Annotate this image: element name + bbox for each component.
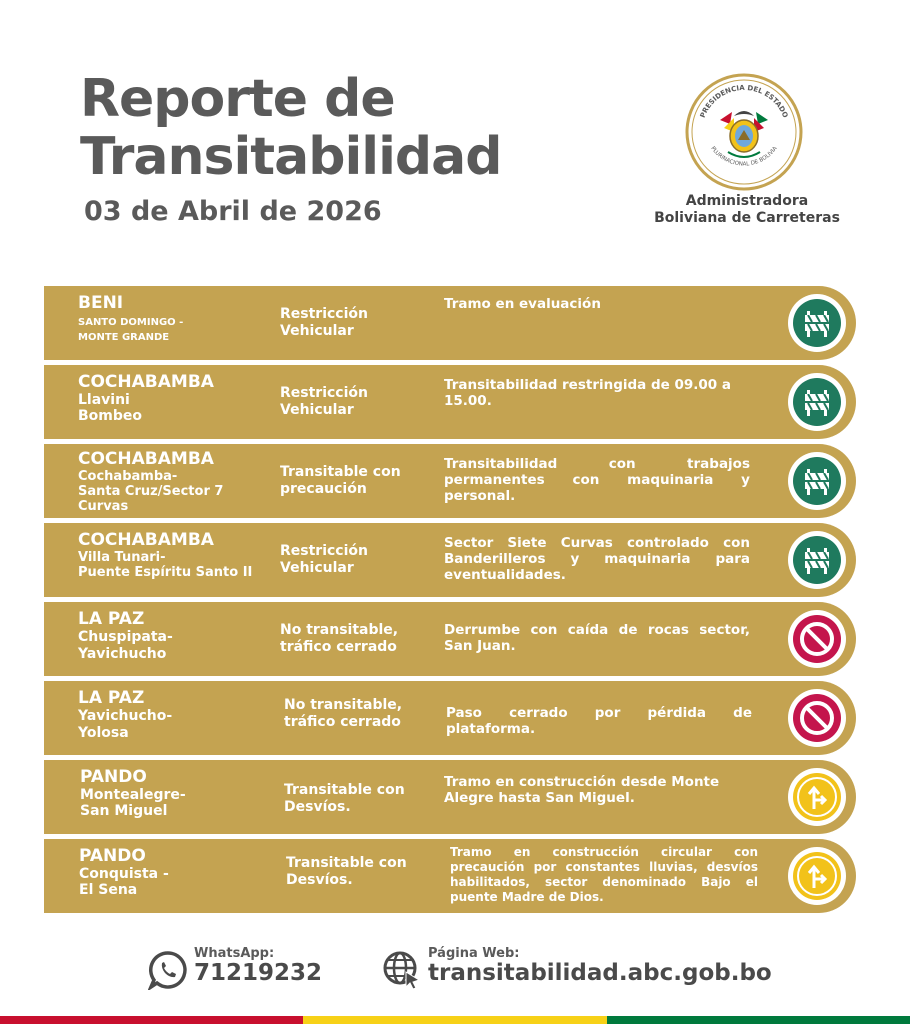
status-line: No transitable, (280, 622, 399, 638)
status-badge (788, 768, 846, 826)
road-status-list (44, 286, 856, 918)
road-row-la-paz-yavichucho (44, 681, 856, 755)
status-badge (788, 294, 846, 352)
location (78, 294, 278, 345)
road-section-line: Llavini (78, 392, 130, 408)
road-section-line: Yavichucho (78, 646, 167, 662)
roadblock-icon (793, 378, 841, 426)
website-label: Página Web: (428, 946, 520, 961)
status-line: Transitable con (280, 464, 401, 480)
traffic-status (280, 622, 430, 656)
road-section-line: Montealegre- (80, 787, 186, 803)
website-url[interactable]: transitabilidad.abc.gob.bo (428, 960, 772, 986)
road-row-pando-montealegre (44, 760, 856, 834)
road-section-line: Puente Espíritu Santo II (78, 565, 253, 580)
status-line: tráfico cerrado (284, 714, 401, 730)
whatsapp-contact[interactable] (148, 946, 348, 996)
road-section (79, 866, 279, 898)
road-section-line: Cochabamba- (78, 469, 178, 484)
org-line-1: Administradora (685, 193, 809, 209)
status-description: Transitabilidad con trabajos permanentes con maquinaria y personal. (444, 456, 750, 504)
region-name: COCHABAMBA (78, 530, 214, 550)
location (78, 610, 278, 663)
status-description: Paso cerrado por pérdida de plataforma. (446, 705, 752, 737)
status-description: Sector Siete Curvas controlado con Banderilleros y maquinaria para eventualidades. (444, 535, 750, 583)
detour-icon (793, 773, 841, 821)
title-line-2: Transitabilidad (80, 127, 502, 187)
road-section-line: San Miguel (80, 803, 168, 819)
location (78, 689, 278, 742)
road-row-la-paz-chuspipata (44, 602, 856, 676)
presidency-seal-logo (684, 72, 804, 192)
status-line: Desvíos. (286, 872, 353, 888)
whatsapp-label: WhatsApp: (194, 946, 275, 961)
road-row-cochabamba-santa-cruz (44, 444, 856, 518)
status-description: Tramo en construcción circular con precaución por constantes lluvias, desvíos habilitados, sector denominado Bajo el puente Madre de Dios. (450, 845, 758, 904)
road-section-line: Villa Tunari- (78, 550, 166, 565)
status-line: Restricción (280, 385, 368, 401)
region-name: BENI (78, 293, 124, 313)
road-section-line: MONTE GRANDE (78, 332, 170, 343)
status-badge (788, 452, 846, 510)
roadblock-icon (793, 457, 841, 505)
status-line: precaución (280, 481, 367, 497)
no-entry-icon (793, 694, 841, 742)
location (78, 531, 278, 580)
road-section (78, 315, 278, 345)
status-line: Vehicular (280, 402, 354, 418)
status-badge (788, 847, 846, 905)
seal-text-bottom: PLURINACIONAL DE BOLIVIA (709, 145, 779, 168)
region-name: LA PAZ (78, 688, 145, 708)
report-title (80, 70, 501, 186)
traffic-status (284, 782, 434, 816)
traffic-status (284, 697, 434, 731)
title-line-1: Reporte de (80, 69, 395, 129)
road-section (78, 629, 278, 663)
location (79, 847, 279, 898)
traffic-status (280, 464, 430, 498)
bolivia-flag-stripe (0, 1016, 910, 1024)
road-section (78, 469, 278, 514)
road-section (78, 550, 278, 580)
contact-footer (0, 946, 910, 996)
road-section-line: Conquista - (79, 866, 169, 882)
status-badge (788, 689, 846, 747)
status-line: tráfico cerrado (280, 639, 397, 655)
road-row-cochabamba-villa-tunari (44, 523, 856, 597)
road-section-line: SANTO DOMINGO - (78, 317, 184, 328)
status-description: Tramo en evaluación (444, 296, 601, 312)
globe-cursor-icon (382, 950, 422, 994)
region-name: LA PAZ (78, 609, 145, 629)
status-description: Derrumbe con caída de rocas sector, San Juan. (444, 622, 750, 654)
road-section-line: Santa Cruz/Sector 7 (78, 484, 224, 499)
roadblock-icon (793, 536, 841, 584)
status-line: No transitable, (284, 697, 403, 713)
road-section (80, 787, 280, 819)
status-line: Desvíos. (284, 799, 351, 815)
detour-icon (793, 852, 841, 900)
status-badge (788, 373, 846, 431)
location (78, 450, 278, 514)
road-row-cochabamba-llavini (44, 365, 856, 439)
road-section-line: Bombeo (78, 408, 143, 424)
traffic-status (286, 855, 436, 889)
organization-name (640, 193, 854, 227)
org-line-2: Boliviana de Carreteras (654, 210, 840, 226)
status-badge (788, 610, 846, 668)
road-section (78, 392, 278, 424)
road-section-line: Curvas (78, 499, 129, 514)
whatsapp-number: 71219232 (194, 960, 323, 986)
road-section-line: Yolosa (78, 725, 129, 741)
road-section-line: Chuspipata- (78, 629, 173, 645)
website-contact[interactable] (382, 946, 772, 996)
region-name: PANDO (80, 767, 147, 787)
status-line: Restricción (280, 543, 368, 559)
road-section-line: Yavichucho- (78, 708, 173, 724)
traffic-status (280, 306, 430, 340)
status-line: Transitable con (284, 782, 405, 798)
status-description: Tramo en construcción desde Monte Alegre hasta San Miguel. (444, 774, 720, 806)
roadblock-icon (793, 299, 841, 347)
status-line: Transitable con (286, 855, 407, 871)
status-description: Transitabilidad restringida de 09.00 a 15.00. (444, 377, 732, 409)
traffic-status (280, 543, 430, 577)
seal-text-top: PRESIDENCIA DEL ESTADO (698, 83, 790, 120)
status-badge (788, 531, 846, 589)
status-line: Restricción (280, 306, 368, 322)
location (80, 768, 280, 819)
status-line: Vehicular (280, 323, 354, 339)
region-name: COCHABAMBA (78, 372, 214, 392)
region-name: COCHABAMBA (78, 449, 214, 469)
road-row-pando-conquista (44, 839, 856, 913)
road-section-line: El Sena (79, 882, 138, 898)
traffic-status (280, 385, 430, 419)
report-date: 03 de Abril de 2026 (84, 196, 382, 227)
location (78, 373, 278, 424)
no-entry-icon (793, 615, 841, 663)
road-row-beni (44, 286, 856, 360)
road-section (78, 708, 278, 742)
region-name: PANDO (79, 846, 146, 866)
whatsapp-icon (148, 950, 188, 994)
status-line: Vehicular (280, 560, 354, 576)
